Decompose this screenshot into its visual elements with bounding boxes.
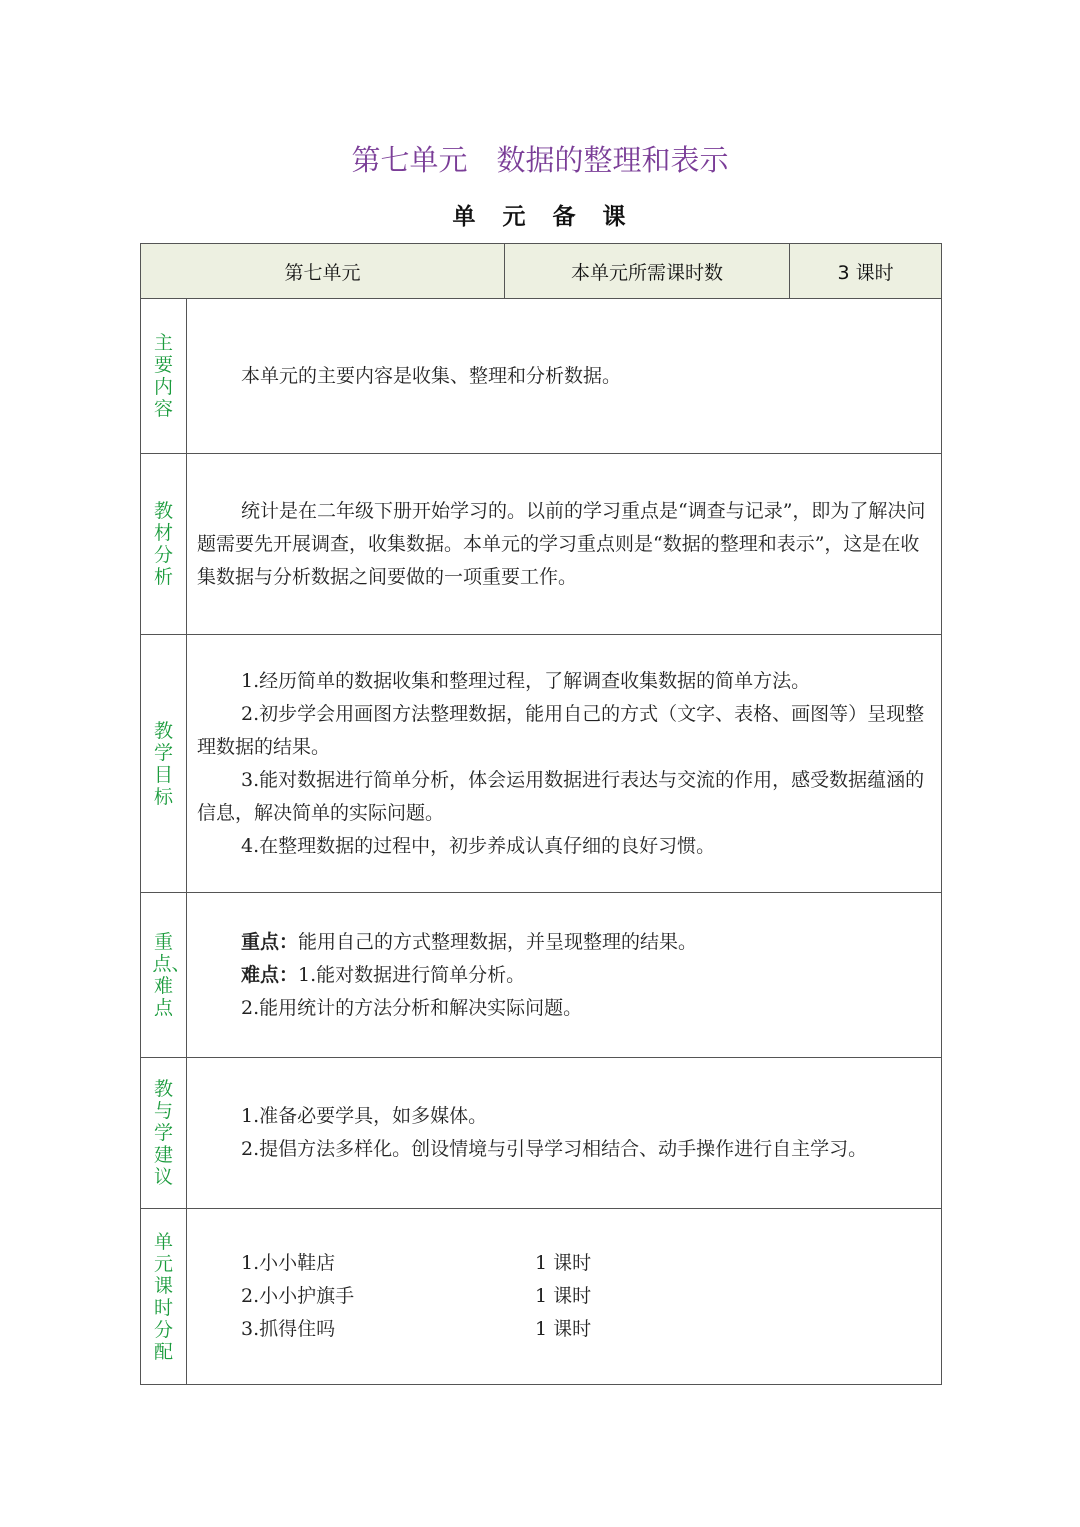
row-label-analysis: 教材分析 [141, 454, 187, 635]
lesson-name: 1.小小鞋店 [241, 1252, 336, 1274]
suggestions-cell [187, 1058, 942, 1209]
row-allocation [141, 1209, 942, 1385]
goal-item: 2.初步学会用画图方法整理数据，能用自己的方式（文字、表格、画图等）呈现整理数据的结果。 [197, 702, 925, 758]
lesson-plan-table [140, 243, 942, 1385]
key-point-text: 能用自己的方式整理数据，并呈现整理的结果。 [298, 930, 698, 953]
suggestion-item: 1.准备必要学具，如多媒体。 [241, 1105, 488, 1127]
header-unit: 第七单元 [141, 244, 505, 299]
lesson-hours: 1 课时 [535, 1252, 592, 1274]
analysis-text: 统计是在二年级下册开始学习的。以前的学习重点是“调查与记录”，即为了解决问题需要先开展调查，收集数据。本单元的学习重点则是“数据的整理和表示”，这是在收集数据与分析数据之间要做的一项重要工作。 [197, 499, 926, 588]
page-title: 第七单元 数据的整理和表示 [351, 143, 729, 177]
difficult-point-label: 难点： [241, 963, 299, 986]
allocation-row [241, 1280, 931, 1313]
row-goals [141, 635, 942, 893]
lesson-hours: 1 课时 [535, 1285, 592, 1307]
goal-item: 4.在整理数据的过程中，初步养成认真仔细的良好习惯。 [241, 834, 716, 857]
key-point-label: 重点： [241, 930, 299, 953]
row-label-key-points: 重点、难点 [141, 893, 187, 1058]
difficult-point-text: 1.能对数据进行简单分析。 [298, 963, 526, 986]
row-key-points [141, 893, 942, 1058]
row-label-suggestions: 教与学建议 [141, 1058, 187, 1209]
page-subtitle: 单 元 备 课 [452, 204, 628, 230]
lesson-name: 3.抓得住吗 [241, 1318, 336, 1340]
row-label-allocation: 单元课时分配 [141, 1209, 187, 1385]
main-content-text: 本单元的主要内容是收集、整理和分析数据。 [241, 364, 622, 387]
key-points-cell [187, 893, 942, 1058]
row-main-content [141, 299, 942, 454]
header-hours-value: 3 课时 [790, 244, 942, 299]
lesson-name: 2.小小护旗手 [241, 1285, 355, 1307]
row-label-goals: 教学目标 [141, 635, 187, 893]
row-suggestions [141, 1058, 942, 1209]
allocation-row [241, 1313, 931, 1346]
main-content-cell [187, 299, 942, 454]
suggestion-item: 2.提倡方法多样化。创设情境与引导学习相结合、动手操作进行自主学习。 [241, 1138, 868, 1160]
allocation-list [197, 1247, 931, 1346]
goal-item: 3.能对数据进行简单分析，体会运用数据进行表达与交流的作用，感受数据蕴涵的信息，解决简单的实际问题。 [197, 768, 925, 824]
header-hours-label: 本单元所需课时数 [505, 244, 790, 299]
key-point-line [197, 926, 931, 959]
allocation-row [241, 1247, 931, 1280]
row-label-main-content: 主要内容 [141, 299, 187, 454]
difficult-point-line [197, 959, 931, 992]
difficult-point-text-2: 2.能用统计的方法分析和解决实际问题。 [241, 996, 583, 1019]
header-row [141, 244, 942, 299]
lesson-hours: 1 课时 [535, 1318, 592, 1340]
goals-cell [187, 635, 942, 893]
analysis-cell [187, 454, 942, 635]
goal-item: 1.经历简单的数据收集和整理过程，了解调查收集数据的简单方法。 [241, 669, 811, 692]
row-analysis [141, 454, 942, 635]
allocation-cell [187, 1209, 942, 1385]
